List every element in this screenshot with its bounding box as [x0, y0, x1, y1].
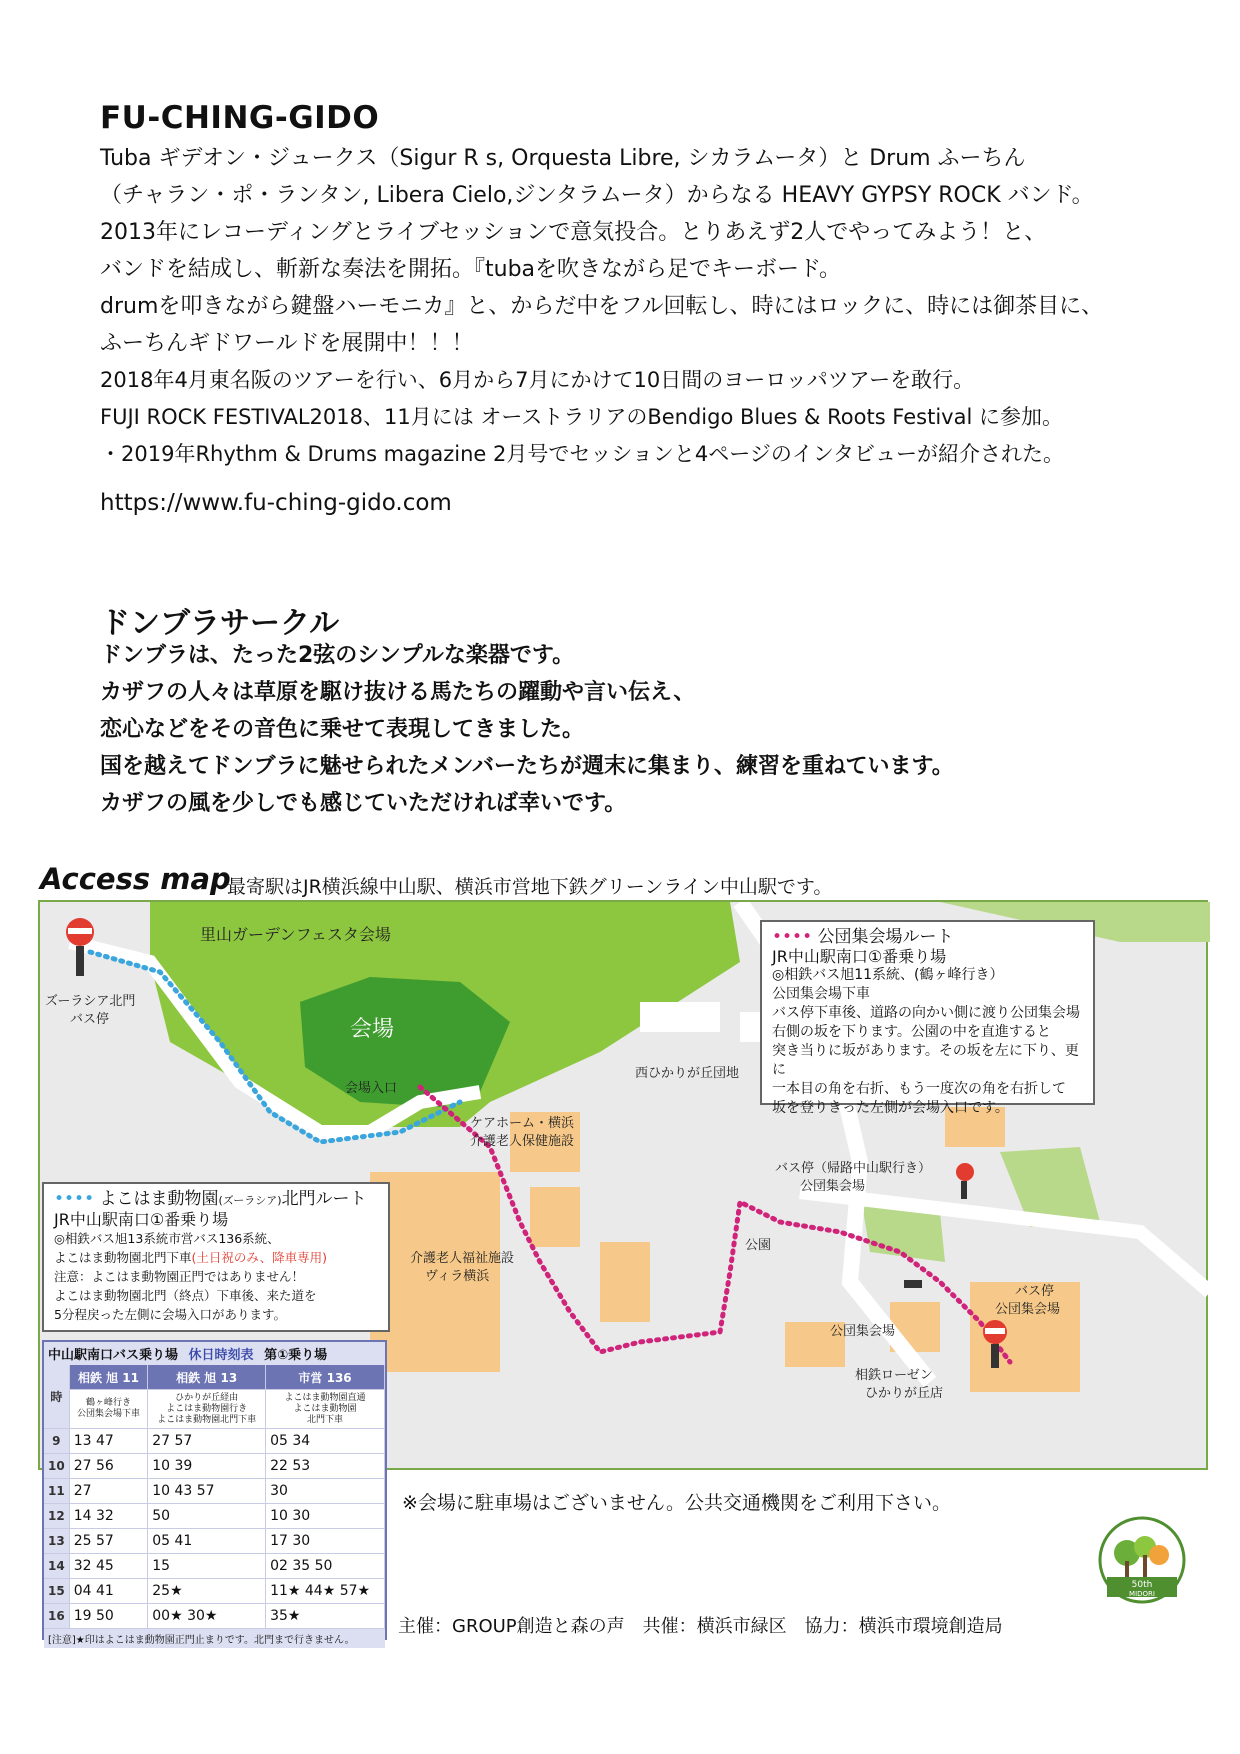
care-home-label: ケアホーム・横浜 [470, 1116, 575, 1131]
nishi-label: 西ひかりが丘団地 [635, 1066, 740, 1081]
zoo-route-box: •••• よこはま動物園(ズーラシア)北門ルート JR中山駅南口①番乗り場 ◎相鉄バス旭13系統市営バス136系統、 よこはま動物園北門下車(土日祝のみ、降車専用) 注意：よこはま動物園正門ではありません！ よこはま動物園北門（終点）下車後、来た道を 5分程戻った左側に会場入口があります。 [42, 1182, 390, 1332]
time-cell: 27 [69, 1479, 148, 1504]
hall-route-station: JR中山駅南口①番乗り場 [772, 947, 947, 966]
zoo-stop-label: ズーラシア北門 [45, 994, 136, 1009]
circle-line: カザフの風を少しでも感じていただければ幸いです。 [100, 791, 627, 816]
busstop-label: バス停 [1015, 1284, 1055, 1299]
time-cell: 00★ 30★ [148, 1604, 266, 1629]
timetable-title: 中山駅南口バス乗り場 [48, 1348, 179, 1363]
time-cell: 10 30 [266, 1504, 385, 1529]
hall-route-line: 坂を登りきった左側が会場入口です。 [772, 1100, 1009, 1116]
timetable-table [44, 1365, 385, 1629]
table-row [44, 1429, 385, 1454]
zoo-route-line: よこはま動物園北門下車 [54, 1250, 192, 1265]
hall-route-box: •••• 公団集会場ルート JR中山駅南口①番乗り場 ◎相鉄バス旭11系統、(鶴ヶ峰行き） 公団集会場下車 バス停下車後、道路の向かい側に渡り公団集会場 右側の坂を下ります。公園の中を直進すると 突き当りに坂があります。その坂を左に下り、更に 一本目の角を右折、もう一度次の角を右折して 坂を登りきった左側が会場入口です。 [760, 920, 1095, 1105]
band-line: 2018年4月東名阪のツアーを行い、6月から7月にかけて10日間のヨーロッパツアーを敢行。 [100, 368, 975, 392]
column-subheader: 鶴ヶ峰行き 公団集会場下車 [69, 1390, 148, 1429]
return-busstop-label: 公団集会場 [800, 1179, 866, 1194]
column-header: 相鉄 旭 11 [69, 1365, 148, 1390]
hall-route-line: バス停下車後、道路の向かい側に渡り公団集会場 [772, 1005, 1080, 1021]
hour-cell: 9 [44, 1429, 69, 1454]
logo-midori: MIDORI [1129, 1590, 1155, 1598]
access-map-title: Access map [40, 862, 231, 896]
hour-cell: 11 [44, 1479, 69, 1504]
park-label: 公園 [745, 1238, 772, 1253]
time-cell: 27 57 [148, 1429, 266, 1454]
band-url-link[interactable]: https://www.fu-ching-gido.com [100, 490, 452, 516]
time-cell: 32 45 [69, 1554, 148, 1579]
band-line: drumを叩きながら鍵盤ハーモニカ』と、からだ中をフル回転し、時にはロックに、時には御茶目に、 [100, 294, 1104, 319]
time-cell: 13 47 [69, 1429, 148, 1454]
time-cell: 10 43 57 [148, 1479, 266, 1504]
band-line: （チャラン・ポ・ランタン, Libera Cielo,ジンタラムータ）からなる HEAVY GYPSY ROCK バンド。 [100, 183, 1094, 208]
busstop-label: 公団集会場 [995, 1302, 1061, 1317]
tree-logo-icon [1097, 1515, 1187, 1605]
timetable-title-mid: 休日時刻表 [188, 1348, 254, 1363]
table-row [44, 1554, 385, 1579]
zoo-route-line: よこはま動物園北門（終点）下車後、来た道を [54, 1288, 317, 1303]
time-cell: 02 35 50 [266, 1554, 385, 1579]
time-cell: 10 39 [148, 1454, 266, 1479]
care-home-label: 介護老人保健施設 [470, 1134, 575, 1149]
column-header: 市営 136 [266, 1365, 385, 1390]
hour-cell: 16 [44, 1604, 69, 1629]
hall-route-line: 公団集会場下車 [772, 986, 870, 1002]
venue-entrance-label: 会場入口 [345, 1081, 398, 1096]
timetable-note: [注意]★印はよこはま動物園正門止まりです。北門まで行きません。 [44, 1629, 385, 1648]
hour-cell: 10 [44, 1454, 69, 1479]
building [640, 1002, 720, 1032]
hour-cell: 15 [44, 1579, 69, 1604]
time-cell: 19 50 [69, 1604, 148, 1629]
hall-route-line: ◎相鉄バス旭11系統、(鶴ヶ峰行き） [772, 967, 1004, 983]
access-map-subtitle: 最寄駅はJR横浜線中山駅、横浜市営地下鉄グリーンライン中山駅です。 [227, 876, 833, 898]
band-description [100, 140, 1103, 473]
time-cell: 30 [266, 1479, 385, 1504]
band-line: ふーちんギドワールドを展開中！！！ [100, 331, 474, 356]
hall-label: 公団集会場 [830, 1324, 896, 1339]
circle-title: ドンブラサークル [100, 606, 340, 641]
time-cell: 27 56 [69, 1454, 148, 1479]
hall-route-line: 一本目の角を右折、もう一度次の角を右折して [772, 1081, 1066, 1097]
table-row [44, 1604, 385, 1629]
hour-cell: 12 [44, 1504, 69, 1529]
table-row [44, 1504, 385, 1529]
band-line: FUJI ROCK FESTIVAL2018、11月には オーストラリアのBendigo Blues & Roots Festival に参加。 [100, 405, 1063, 429]
time-cell: 04 41 [69, 1579, 148, 1604]
time-cell: 05 41 [148, 1529, 266, 1554]
hour-header: 時 [44, 1365, 69, 1429]
table-row [44, 1529, 385, 1554]
zoo-route-title: よこはま動物園 [99, 1189, 219, 1209]
building [600, 1242, 650, 1322]
rosen-label: 相鉄ローゼン [855, 1368, 933, 1383]
bus-stop-icon [956, 1163, 974, 1199]
building [530, 1187, 580, 1247]
midori-50th-logo [1097, 1515, 1187, 1605]
band-line: バンドを結成し、斬新な奏法を開拓。『tubaを吹きながら足でキーボード。 [100, 257, 842, 282]
zoo-route-note: (土日祝のみ、降車専用) [191, 1250, 328, 1265]
time-cell: 35★ [266, 1604, 385, 1629]
circle-line: カザフの人々は草原を駆け抜ける馬たちの躍動や言い伝え、 [100, 680, 696, 705]
zoo-route-title-small: (ズーラシア) [218, 1194, 282, 1207]
time-cell: 25★ [148, 1579, 266, 1604]
return-busstop-label: バス停（帰路中山駅行き） [775, 1161, 932, 1176]
villa-label: ヴィラ横浜 [425, 1269, 490, 1284]
time-cell: 22 53 [266, 1454, 385, 1479]
table-row [44, 1479, 385, 1504]
table-row [44, 1579, 385, 1604]
rosen-label: ひかりが丘店 [865, 1386, 944, 1401]
column-subheader: ひかりが丘経由 よこはま動物園行き よこはま動物園北門下車 [148, 1390, 266, 1429]
time-cell: 11★ 44★ 57★ [266, 1579, 385, 1604]
zoo-route-station: JR中山駅南口①番乗り場 [54, 1210, 229, 1229]
hall-route-line: 突き当りに坂があります。その坂を左に下り、更に [772, 1043, 1079, 1078]
bus-timetable [42, 1340, 387, 1646]
time-cell: 50 [148, 1504, 266, 1529]
timetable-title-end: 第①乗り場 [264, 1348, 328, 1363]
zoo-route-line: 5分程戻った左側に会場入口があります。 [54, 1307, 286, 1322]
villa-label: 介護老人福祉施設 [410, 1251, 515, 1266]
hall-route-line: 右側の坂を下ります。公園の中を直進すると [772, 1024, 1051, 1040]
zoo-route-line: 注意：よこはま動物園正門ではありません！ [54, 1269, 305, 1284]
hour-cell: 14 [44, 1554, 69, 1579]
zoo-route-line: ◎相鉄バス旭13系統市営バス136系統、 [54, 1231, 280, 1246]
sponsor-line: 主催：GROUP創造と森の声 共催：横浜市緑区 協力：横浜市環境創造局 [398, 1616, 1003, 1637]
zoo-stop-label: バス停 [70, 1012, 110, 1027]
zoo-route-title-end: 北門ルート [281, 1189, 367, 1209]
circle-line: ドンブラは、たった2弦のシンプルな楽器です。 [100, 643, 575, 668]
logo-50th: 50th [1131, 1580, 1153, 1590]
band-line: ・2019年Rhythm & Drums magazine 2月号でセッションと4ページのインタビューが紹介された。 [100, 442, 1065, 466]
column-header: 相鉄 旭 13 [148, 1365, 266, 1390]
time-cell: 05 34 [266, 1429, 385, 1454]
time-cell: 25 57 [69, 1529, 148, 1554]
band-line: 2013年にレコーディングとライブセッションで意気投合。とりあえず2人でやってみよう！と、 [100, 220, 1047, 245]
band-title: FU-CHING-GIDO [100, 100, 380, 136]
column-subheader: よこはま動物園直通 よこはま動物園 北門下車 [266, 1390, 385, 1429]
garden-label: 里山ガーデンフェスタ会場 [200, 925, 391, 944]
time-cell: 15 [148, 1554, 266, 1579]
circle-description [100, 637, 954, 822]
circle-line: 国を越えてドンブラに魅せられたメンバーたちが週末に集まり、練習を重ねています。 [100, 754, 954, 779]
hall-route-title: 公団集会場ルート [817, 927, 954, 947]
venue-label: 会場 [350, 1017, 395, 1042]
time-cell: 14 32 [69, 1504, 148, 1529]
time-cell: 17 30 [266, 1529, 385, 1554]
hour-cell: 13 [44, 1529, 69, 1554]
band-line: Tuba ギデオン・ジュークス（Sigur R s, Orquesta Libre, シカラムータ）と Drum ふーちん [100, 146, 1026, 171]
table-row [44, 1454, 385, 1479]
traffic-light-icon [904, 1280, 922, 1288]
parking-note: ※会場に駐車場はございません。公共交通機関をご利用下さい。 [402, 1492, 952, 1514]
circle-line: 恋心などをその音色に乗せて表現してきました。 [100, 717, 585, 742]
